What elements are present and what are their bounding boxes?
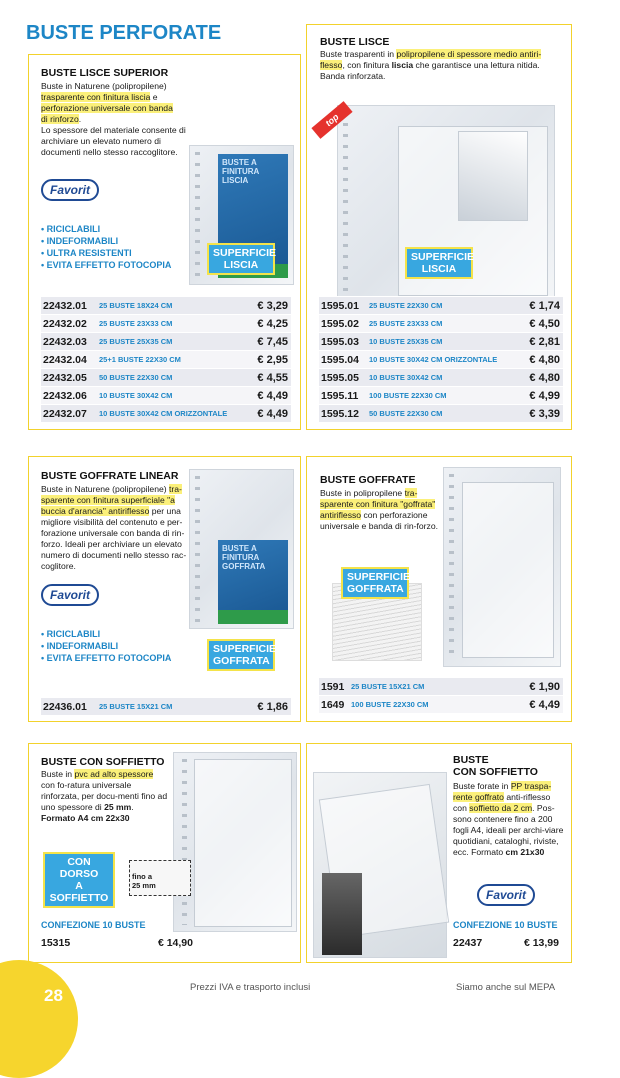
feature-item: • INDEFORMABILI [41,640,171,652]
panel-buste-con-soffietto-pp [306,743,572,963]
panel-title: BUSTE CON SOFFIETTO [453,754,538,778]
feature-item: • INDEFORMABILI [41,235,171,247]
surface-badge: SUPERFICIE GOFFRATA [341,567,409,599]
panel-title: BUSTE GOFFRATE LINEAR [41,470,179,482]
top-tag: top [311,101,352,139]
package-info: CONFEZIONE 10 BUSTE [453,920,558,930]
favorit-logo: Favorit [41,584,99,606]
price-row [41,937,193,949]
footer-center-text: Prezzi IVA e trasporto inclusi [190,982,311,993]
footer-right-text: Siamo anche sul MEPA [456,982,556,993]
panel-title: BUSTE LISCE SUPERIOR [41,67,169,79]
table-row: 1595.04 10 BUSTE 30X42 CM ORIZZONTALE € 4,80 [319,350,563,368]
table-row: 1595.02 25 BUSTE 23X33 CM € 4,50 [319,314,563,332]
page-corner-circle [0,960,78,1078]
feature-list [41,223,171,271]
panel-title: BUSTE LISCE [320,36,390,48]
panel-title: BUSTE CON SOFFIETTO [41,756,165,768]
favorit-logo: Favorit [41,179,99,201]
table-row: 1595.03 10 BUSTE 25X35 CM € 2,81 [319,332,563,350]
table-row: 1591 25 BUSTE 15X21 CM € 1,90 [319,677,563,695]
panel-description: Buste trasparenti in polipropilene di spessore medio antiri-flesso, con finitura liscia che garantisce una lettura nitida. Banda rinforzata. [320,49,542,81]
surface-badge: SUPERFICIE LISCIA [405,247,473,279]
gusset-badge: CON DORSO A SOFFIETTO [43,852,115,908]
table-row: 22432.05 50 BUSTE 22X30 CM € 4,55 [41,368,291,386]
feature-item: • EVITA EFFETTO FOTOCOPIA [41,652,171,664]
table-row: 22432.06 10 BUSTE 30X42 CM € 4,49 [41,386,291,404]
sheet [194,759,292,927]
feature-item: • RICICLABILI [41,628,171,640]
favorit-logo: Favorit [477,884,535,906]
table-row: 22432.04 25+1 BUSTE 22X30 CM € 2,95 [41,350,291,368]
dark-folder [322,873,362,955]
feature-item: • RICICLABILI [41,223,171,235]
panel-title: BUSTE GOFFRATE [320,474,416,486]
sheet-fold [458,131,528,221]
feature-item: • EVITA EFFETTO FOTOCOPIA [41,259,171,271]
perforation-holes [343,112,348,298]
table-row: 22432.01 25 BUSTE 18X24 CM € 3,29 [41,296,291,314]
product-image [173,752,297,932]
product-price: € 14,90 [157,937,193,949]
panel-buste-goffrate-linear [28,456,301,722]
product-image [313,772,447,958]
product-code: 15315 [41,937,71,949]
feature-item: • ULTRA RESISTENTI [41,247,171,259]
green-label [218,610,288,624]
product-cover: BUSTE A FINITURA GOFFRATA [218,540,288,610]
product-cover: BUSTE A FINITURA LISCIA [218,154,288,264]
perforation-holes [195,476,200,622]
package-info: CONFEZIONE 10 BUSTE [41,920,146,930]
table-row: 22432.07 10 BUSTE 30X42 CM ORIZZONTALE € 4,49 [41,404,291,422]
panel-buste-con-soffietto-pvc [28,743,301,963]
price-table [41,697,291,715]
price-row [453,937,559,949]
product-image [189,469,294,629]
page-title: BUSTE PERFORATE [26,22,222,44]
panel-description: Buste forate in PP traspa-rente goffrato anti-riflesso con soffietto da 2 cm. Pos-sono contenere fino a 200 fogli A4, ideali per archi-viare quotidiani, cataloghi, riviste, ecc. Formato cm 21x30 [453,781,564,857]
product-price: € 13,99 [523,937,559,949]
feature-list [41,628,171,664]
table-row: 1649 100 BUSTE 22X30 CM € 4,49 [319,695,563,713]
sheet [462,482,554,658]
price-table [319,677,563,713]
perforation-holes [195,152,200,278]
panel-buste-goffrate [306,456,572,722]
panel-description: Buste in Naturene (polipropilene) tra-sparente con finitura superficiale "a buccia d'arancia" antiriflesso per una migliore visibilità del contenuto e per-forazione universale con banda di rin-forzo. Ideali per archiviare un elevato numero di documenti nello stesso rac-coglitore. [41,484,187,571]
table-row: 1595.01 25 BUSTE 22X30 CM € 1,74 [319,296,563,314]
perforation-holes [182,759,187,925]
price-table [41,296,291,422]
page-number: 28 [44,986,63,1005]
product-image [443,467,561,667]
price-table [319,296,563,422]
table-row: 1595.05 10 BUSTE 30X42 CM € 4,80 [319,368,563,386]
panel-buste-lisce [306,24,572,430]
surface-badge: SUPERFICIE LISCIA [207,243,275,275]
perforation-holes [449,474,454,660]
table-row: 22432.03 25 BUSTE 25X35 CM € 7,45 [41,332,291,350]
table-row: 1595.12 50 BUSTE 22X30 CM € 3,39 [319,404,563,422]
panel-buste-lisce-superior [28,54,301,430]
table-row: 1595.11 100 BUSTE 22X30 CM € 4,99 [319,386,563,404]
panel-description: Buste in Naturene (polipropilene) trasparente con finitura liscia e perforazione universale con banda di rinforzo. Lo spessore del materiale consente di archiviare un elevato numero di documenti nello stesso raccoglitore. [41,81,186,157]
surface-badge: SUPERFICIE GOFFRATA [207,639,275,671]
table-row: 22432.02 25 BUSTE 23X33 CM € 4,25 [41,314,291,332]
gusset-zoom: fino a 25 mm [129,860,191,896]
panel-description: Buste in polipropilene tra-sparente con finitura "goffrata" antiriflesso con perforazione universale e banda di rin-forzo. [320,488,438,531]
table-row: 22436.01 25 BUSTE 15X21 CM € 1,86 [41,697,291,715]
panel-description: Buste in pvc ad alto spessore con fo-ratura universale rinforzata, per docu-menti fino ad uno spessore di 25 mm. Formato A4 cm 22x30 [41,769,168,823]
product-code: 22437 [453,937,483,949]
